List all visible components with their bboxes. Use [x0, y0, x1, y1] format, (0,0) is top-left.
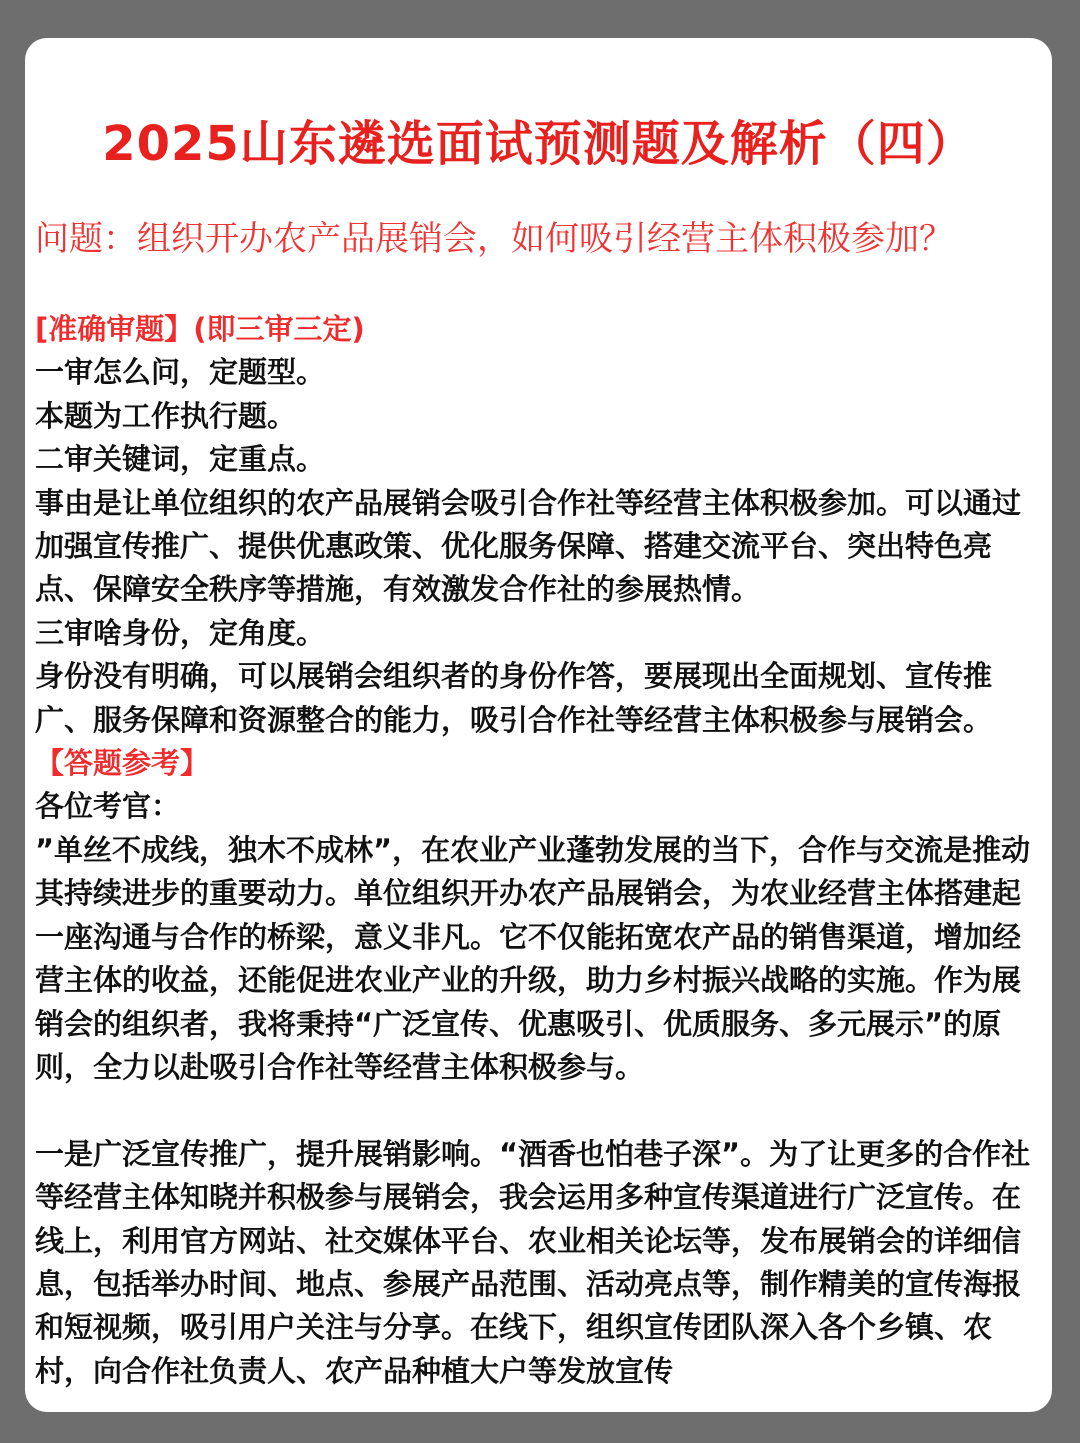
- review-line: 身份没有明确，可以展销会组织者的身份作答，要展现出全面规划、宣传推广、服务保障和资源整合的能力，吸引合作社等经营主体积极参与展销会。: [35, 659, 993, 737]
- page-title: 2025山东遴选面试预测题及解析（四）: [102, 116, 975, 172]
- review-line: 事由是让单位组织的农产品展销会吸引合作社等经营主体积极参加。可以通过加强宣传推广、提供优惠政策、优化服务保障、搭建交流平台、突出特色亮点、保障安全秩序等措施，有效激发合作社的参展热情。: [35, 485, 1022, 607]
- review-line: 本题为工作执行题。: [35, 398, 297, 433]
- question-text: 问题：组织开办农产品展销会，如何吸引经营主体积极参加？: [35, 219, 953, 259]
- review-line: 二审关键词，定重点。: [35, 442, 326, 477]
- paragraph-gap: [35, 1089, 1035, 1132]
- answer-point-1: 一是广泛宣传推广，提升展销影响。“酒香也怕巷子深”。为了让更多的合作社等经营主体知晓并积极参与展销会，我会运用多种宣传渠道进行广泛宣传。在线上，利用官方网站、社交媒体平台、农业相关论坛等，发布展销会的详细信息，包括举办时间、地点、参展产品范围、活动亮点等，制作精美的宣传海报和短视频，吸引用户关注与分享。在线下，组织宣传团队深入各个乡镇、农村，向合作社负责人、农产品种植大户等发放宣传: [35, 1136, 1031, 1388]
- review-heading: [准确审题】(即三审三定): [35, 312, 365, 346]
- document-card: [25, 38, 1052, 1412]
- review-line: 三审啥身份，定角度。: [35, 615, 326, 650]
- answer-intro: ”单丝不成线，独木不成林”，在农业产业蓬勃发展的当下，合作与交流是推动其持续进步的重要动力。单位组织开办农产品展销会，为农业经营主体搭建起一座沟通与合作的桥梁，意义非凡。它不仅能拓宽农产品的销售渠道，增加经营主体的收益，还能促进农业产业的升级，助力乡村振兴战略的实施。作为展销会的组织者，我将秉持“广泛宣传、优惠吸引、优质服务、多元展示”的原则，全力以赴吸引合作社等经营主体积极参与。: [35, 832, 1031, 1084]
- review-line: 一审怎么问，定题型。: [35, 355, 326, 390]
- answer-greeting: 各位考官：: [35, 789, 181, 824]
- document-body: [35, 308, 1035, 1393]
- answer-heading: 【答题参考】: [35, 746, 210, 781]
